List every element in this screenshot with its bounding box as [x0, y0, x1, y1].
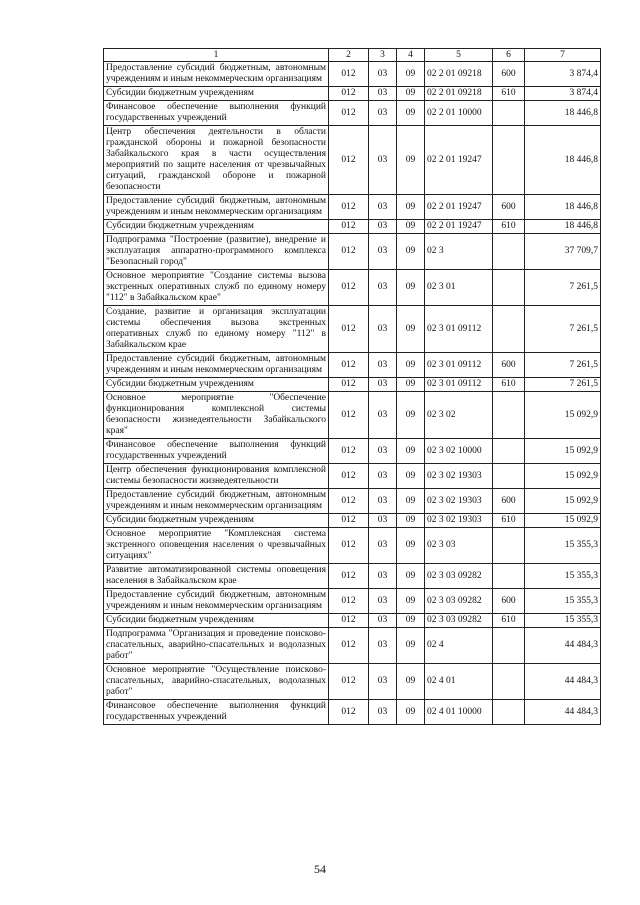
table-row — [104, 528, 601, 564]
row-col2-cell: 012 — [329, 392, 369, 439]
row-col3-cell: 03 — [369, 528, 397, 564]
header-col-2: 2 — [329, 49, 369, 62]
row-amount-cell: 15 092,9 — [525, 514, 601, 528]
row-name-cell: Предоставление субсидий бюджетным, автономным учреждениям и иным некоммерческим организациям — [104, 353, 329, 378]
row-col2-cell: 012 — [329, 589, 369, 614]
row-col6-cell: 600 — [493, 489, 525, 514]
row-col3-cell: 03 — [369, 464, 397, 489]
table-row — [104, 700, 601, 725]
row-name-cell: Предоставление субсидий бюджетным, автономным учреждениям и иным некоммерческим организациям — [104, 62, 329, 87]
row-code-cell: 02 3 03 09282 — [425, 614, 493, 628]
row-name-cell: Предоставление субсидий бюджетным, автономным учреждениям и иным некоммерческим организациям — [104, 195, 329, 220]
row-name-cell: Подпрограмма "Построение (развитие), внедрение и эксплуатация аппаратно-программного комплекса "Безопасный город" — [104, 234, 329, 270]
row-col6-cell — [493, 464, 525, 489]
row-col2-cell: 012 — [329, 378, 369, 392]
row-col4-cell: 09 — [397, 270, 425, 306]
row-col6-cell — [493, 306, 525, 353]
header-col-1: 1 — [104, 49, 329, 62]
row-name-cell: Создание, развитие и организация эксплуатации системы обеспечения вызова экстренных оперативных служб по единому номеру "112" в Забайкальском крае — [104, 306, 329, 353]
row-amount-cell: 3 874,4 — [525, 87, 601, 101]
row-col4-cell: 09 — [397, 101, 425, 126]
row-col2-cell: 012 — [329, 306, 369, 353]
row-code-cell: 02 2 01 10000 — [425, 101, 493, 126]
row-code-cell: 02 3 02 — [425, 392, 493, 439]
row-code-cell: 02 3 03 09282 — [425, 564, 493, 589]
row-col4-cell: 09 — [397, 126, 425, 195]
row-amount-cell: 7 261,5 — [525, 353, 601, 378]
row-col3-cell: 03 — [369, 101, 397, 126]
row-col2-cell: 012 — [329, 439, 369, 464]
row-amount-cell: 18 446,8 — [525, 220, 601, 234]
row-col3-cell: 03 — [369, 195, 397, 220]
row-col2-cell: 012 — [329, 270, 369, 306]
row-name-cell: Субсидии бюджетным учреждениям — [104, 614, 329, 628]
row-name-cell: Финансовое обеспечение выполнения функций государственных учреждений — [104, 700, 329, 725]
row-col3-cell: 03 — [369, 306, 397, 353]
row-name-cell: Субсидии бюджетным учреждениям — [104, 220, 329, 234]
row-code-cell: 02 4 01 — [425, 664, 493, 700]
row-name-cell: Финансовое обеспечение выполнения функций государственных учреждений — [104, 439, 329, 464]
row-code-cell: 02 3 02 19303 — [425, 489, 493, 514]
table-row — [104, 101, 601, 126]
row-code-cell: 02 3 02 10000 — [425, 439, 493, 464]
table-row — [104, 62, 601, 87]
table-row — [104, 489, 601, 514]
row-col4-cell: 09 — [397, 614, 425, 628]
row-col3-cell: 03 — [369, 628, 397, 664]
row-col3-cell: 03 — [369, 126, 397, 195]
row-col2-cell: 012 — [329, 700, 369, 725]
row-col6-cell: 600 — [493, 62, 525, 87]
row-amount-cell: 15 092,9 — [525, 489, 601, 514]
row-col2-cell: 012 — [329, 62, 369, 87]
row-col4-cell: 09 — [397, 392, 425, 439]
row-col4-cell: 09 — [397, 564, 425, 589]
row-col6-cell: 610 — [493, 514, 525, 528]
row-name-cell: Основное мероприятие "Обеспечение функционирования комплексной системы безопасности жизнедеятельности Забайкальского края" — [104, 392, 329, 439]
row-code-cell: 02 3 03 09282 — [425, 589, 493, 614]
row-name-cell: Предоставление субсидий бюджетным, автономным учреждениям и иным некоммерческим организациям — [104, 589, 329, 614]
table-row — [104, 220, 601, 234]
row-amount-cell: 44 484,3 — [525, 700, 601, 725]
row-col2-cell: 012 — [329, 87, 369, 101]
row-col6-cell: 600 — [493, 353, 525, 378]
table-row — [104, 614, 601, 628]
row-amount-cell: 15 092,9 — [525, 392, 601, 439]
row-col4-cell: 09 — [397, 628, 425, 664]
row-name-cell: Основное мероприятие "Осуществление поисково-спасательных, аварийно-спасательных, водолазных работ" — [104, 664, 329, 700]
row-col2-cell: 012 — [329, 664, 369, 700]
header-col-4: 4 — [397, 49, 425, 62]
table-row — [104, 514, 601, 528]
row-name-cell: Основное мероприятие "Создание системы вызова экстренных оперативных служб по единому номеру "112" в Забайкальском крае" — [104, 270, 329, 306]
row-col4-cell: 09 — [397, 62, 425, 87]
row-col3-cell: 03 — [369, 614, 397, 628]
row-col3-cell: 03 — [369, 589, 397, 614]
table-body — [104, 62, 601, 725]
row-col3-cell: 03 — [369, 87, 397, 101]
row-col4-cell: 09 — [397, 87, 425, 101]
row-col4-cell: 09 — [397, 664, 425, 700]
row-code-cell: 02 2 01 19247 — [425, 195, 493, 220]
header-col-7: 7 — [525, 49, 601, 62]
row-amount-cell: 44 484,3 — [525, 628, 601, 664]
row-code-cell: 02 3 02 19303 — [425, 514, 493, 528]
table-row — [104, 126, 601, 195]
table-row — [104, 628, 601, 664]
row-col6-cell — [493, 270, 525, 306]
row-amount-cell: 15 355,3 — [525, 564, 601, 589]
row-col4-cell: 09 — [397, 306, 425, 353]
header-col-3: 3 — [369, 49, 397, 62]
row-col2-cell: 012 — [329, 514, 369, 528]
table-row — [104, 87, 601, 101]
row-col4-cell: 09 — [397, 353, 425, 378]
row-col3-cell: 03 — [369, 439, 397, 464]
table-row — [104, 195, 601, 220]
table-header — [104, 49, 601, 62]
row-col3-cell: 03 — [369, 514, 397, 528]
row-col2-cell: 012 — [329, 234, 369, 270]
table-row — [104, 392, 601, 439]
row-name-cell: Субсидии бюджетным учреждениям — [104, 378, 329, 392]
row-col6-cell — [493, 700, 525, 725]
row-amount-cell: 15 355,3 — [525, 528, 601, 564]
table-row — [104, 378, 601, 392]
row-amount-cell: 7 261,5 — [525, 378, 601, 392]
row-col6-cell — [493, 392, 525, 439]
row-col2-cell: 012 — [329, 195, 369, 220]
row-col2-cell: 012 — [329, 101, 369, 126]
row-code-cell: 02 3 01 09112 — [425, 306, 493, 353]
row-col2-cell: 012 — [329, 564, 369, 589]
row-col6-cell: 610 — [493, 220, 525, 234]
row-amount-cell: 7 261,5 — [525, 306, 601, 353]
row-col6-cell: 600 — [493, 589, 525, 614]
row-col3-cell: 03 — [369, 392, 397, 439]
row-col6-cell — [493, 664, 525, 700]
row-code-cell: 02 2 01 09218 — [425, 62, 493, 87]
row-name-cell: Субсидии бюджетным учреждениям — [104, 514, 329, 528]
row-col2-cell: 012 — [329, 614, 369, 628]
row-col4-cell: 09 — [397, 378, 425, 392]
row-col4-cell: 09 — [397, 195, 425, 220]
row-amount-cell: 15 092,9 — [525, 464, 601, 489]
row-col4-cell: 09 — [397, 700, 425, 725]
row-code-cell: 02 2 01 19247 — [425, 220, 493, 234]
table-row — [104, 306, 601, 353]
row-code-cell: 02 4 — [425, 628, 493, 664]
row-name-cell: Центр обеспечения функционирования комплексной системы безопасности жизнедеятельности — [104, 464, 329, 489]
row-amount-cell: 15 092,9 — [525, 439, 601, 464]
row-amount-cell: 15 355,3 — [525, 589, 601, 614]
row-code-cell: 02 3 01 09112 — [425, 353, 493, 378]
row-col3-cell: 03 — [369, 220, 397, 234]
row-name-cell: Центр обеспечения деятельности в области гражданской обороны и пожарной безопасности Забайкальского края в части осуществления мероприятий по защите населения от чрезвычайных ситуаций, гражданской обороне и пожарной безопасности — [104, 126, 329, 195]
row-name-cell: Субсидии бюджетным учреждениям — [104, 87, 329, 101]
row-col3-cell: 03 — [369, 564, 397, 589]
row-col4-cell: 09 — [397, 464, 425, 489]
row-code-cell: 02 3 02 19303 — [425, 464, 493, 489]
row-amount-cell: 7 261,5 — [525, 270, 601, 306]
row-code-cell: 02 3 03 — [425, 528, 493, 564]
table-row — [104, 234, 601, 270]
row-name-cell: Предоставление субсидий бюджетным, автономным учреждениям и иным некоммерческим организациям — [104, 489, 329, 514]
row-code-cell: 02 3 01 — [425, 270, 493, 306]
row-name-cell: Основное мероприятие "Комплексная система экстренного оповещения населения о чрезвычайных ситуациях" — [104, 528, 329, 564]
row-col2-cell: 012 — [329, 489, 369, 514]
row-name-cell: Финансовое обеспечение выполнения функций государственных учреждений — [104, 101, 329, 126]
row-name-cell: Подпрограмма "Организация и проведение поисково-спасательных, аварийно-спасательных и водолазных работ" — [104, 628, 329, 664]
row-col6-cell: 610 — [493, 614, 525, 628]
row-amount-cell: 18 446,8 — [525, 126, 601, 195]
row-col6-cell — [493, 628, 525, 664]
row-col3-cell: 03 — [369, 270, 397, 306]
row-amount-cell: 3 874,4 — [525, 62, 601, 87]
row-col3-cell: 03 — [369, 234, 397, 270]
row-col2-cell: 012 — [329, 220, 369, 234]
row-code-cell: 02 2 01 09218 — [425, 87, 493, 101]
row-col2-cell: 012 — [329, 464, 369, 489]
row-col3-cell: 03 — [369, 378, 397, 392]
row-col6-cell — [493, 564, 525, 589]
row-col4-cell: 09 — [397, 220, 425, 234]
row-col6-cell — [493, 234, 525, 270]
row-col2-cell: 012 — [329, 353, 369, 378]
row-code-cell: 02 2 01 19247 — [425, 126, 493, 195]
row-col2-cell: 012 — [329, 528, 369, 564]
row-col6-cell — [493, 126, 525, 195]
row-col6-cell — [493, 439, 525, 464]
table-row — [104, 464, 601, 489]
budget-table — [103, 48, 601, 725]
row-amount-cell: 18 446,8 — [525, 101, 601, 126]
row-amount-cell: 15 355,3 — [525, 614, 601, 628]
table-row — [104, 664, 601, 700]
row-col6-cell: 610 — [493, 87, 525, 101]
row-col3-cell: 03 — [369, 664, 397, 700]
row-col4-cell: 09 — [397, 234, 425, 270]
row-col4-cell: 09 — [397, 514, 425, 528]
row-col2-cell: 012 — [329, 628, 369, 664]
row-code-cell: 02 4 01 10000 — [425, 700, 493, 725]
row-col4-cell: 09 — [397, 589, 425, 614]
row-col3-cell: 03 — [369, 353, 397, 378]
row-col6-cell: 600 — [493, 195, 525, 220]
row-code-cell: 02 3 — [425, 234, 493, 270]
table-row — [104, 270, 601, 306]
row-col4-cell: 09 — [397, 528, 425, 564]
row-col6-cell: 610 — [493, 378, 525, 392]
page-number: 54 — [314, 862, 326, 876]
row-col2-cell: 012 — [329, 126, 369, 195]
row-col3-cell: 03 — [369, 489, 397, 514]
row-col3-cell: 03 — [369, 62, 397, 87]
row-col4-cell: 09 — [397, 439, 425, 464]
row-col3-cell: 03 — [369, 700, 397, 725]
table-row — [104, 564, 601, 589]
row-amount-cell: 44 484,3 — [525, 664, 601, 700]
header-row — [104, 49, 601, 62]
row-col6-cell — [493, 101, 525, 126]
row-col4-cell: 09 — [397, 489, 425, 514]
table-row — [104, 589, 601, 614]
row-name-cell: Развитие автоматизированной системы оповещения населения в Забайкальском крае — [104, 564, 329, 589]
header-col-5: 5 — [425, 49, 493, 62]
row-amount-cell: 37 709,7 — [525, 234, 601, 270]
row-amount-cell: 18 446,8 — [525, 195, 601, 220]
row-col6-cell — [493, 528, 525, 564]
table-row — [104, 439, 601, 464]
header-col-6: 6 — [493, 49, 525, 62]
row-code-cell: 02 3 01 09112 — [425, 378, 493, 392]
table-row — [104, 353, 601, 378]
